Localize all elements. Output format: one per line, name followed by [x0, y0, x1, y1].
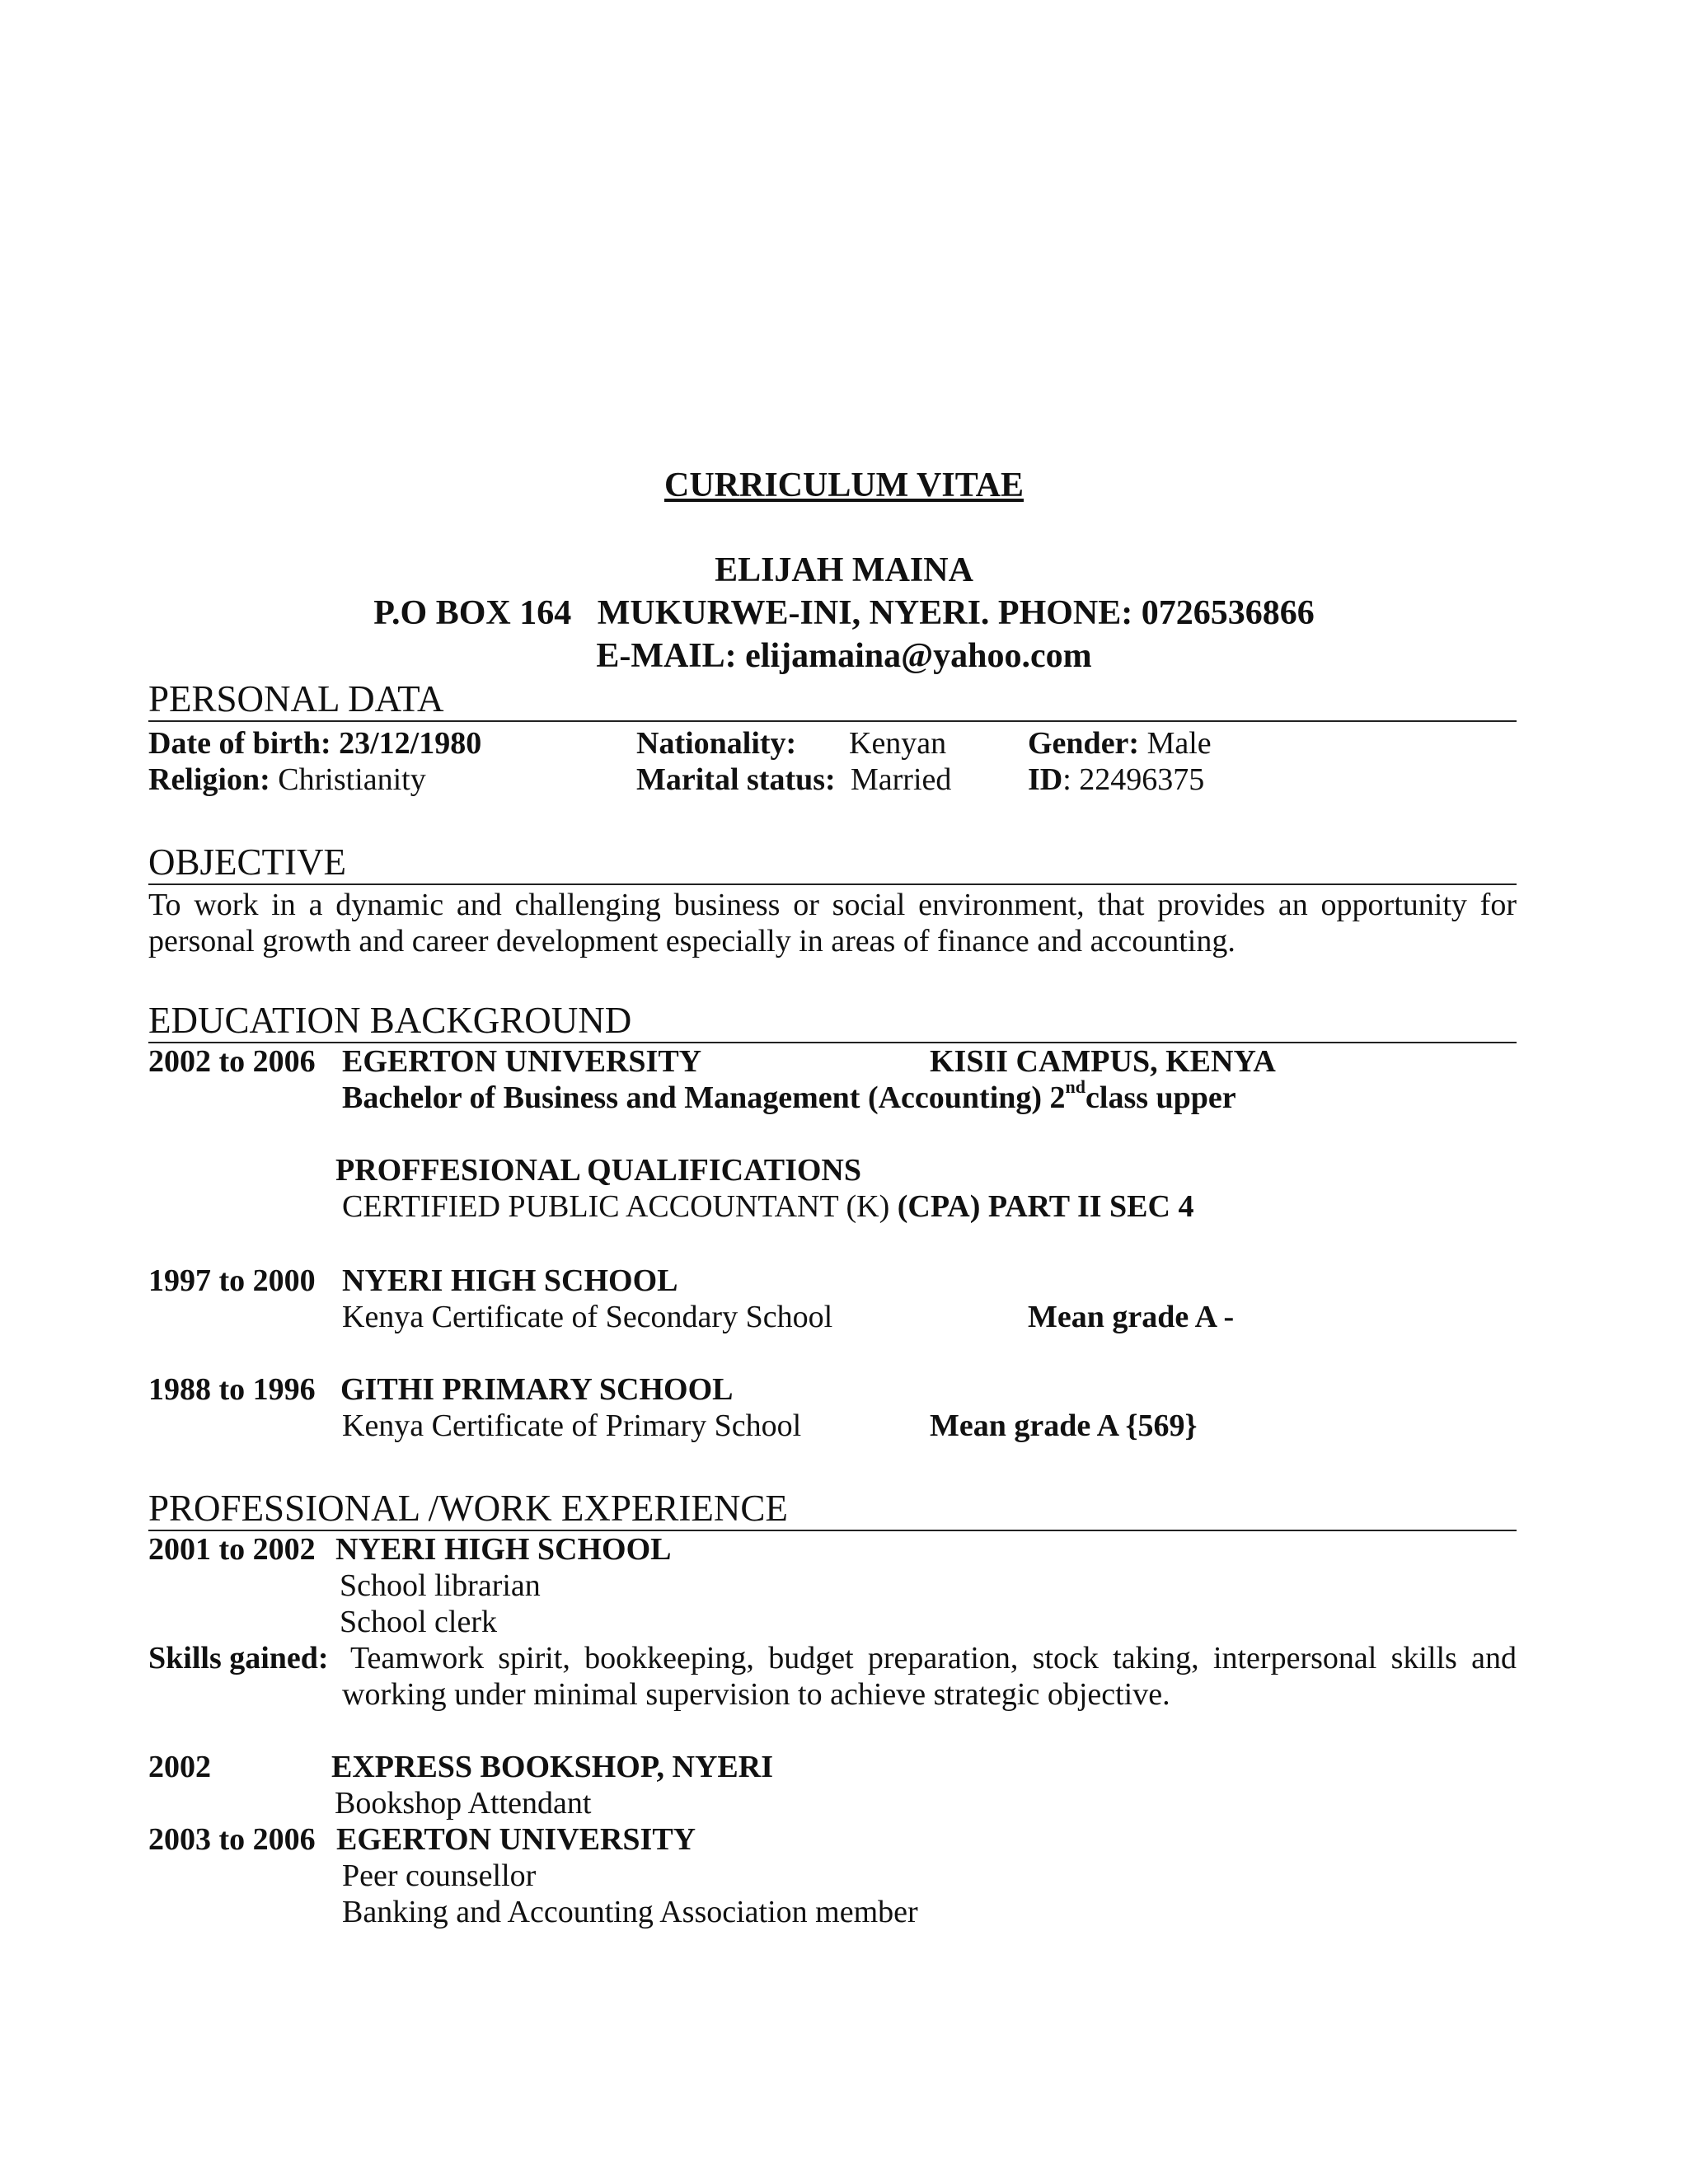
work-2-org: EXPRESS BOOKSHOP, NYERI: [331, 1750, 774, 1784]
personal-data-rule: [148, 720, 1517, 722]
religion-value: Christianity: [270, 762, 426, 797]
edu-2-years: 1997 to 2000: [148, 1263, 316, 1298]
edu-1-degree-sup: nd: [1065, 1076, 1086, 1098]
objective-line-1: To work in a dynamic and challenging business or social environment, that provides an opportunity for: [148, 888, 1517, 922]
work-3-years: 2003 to 2006: [148, 1822, 316, 1857]
edu-2-school: NYERI HIGH SCHOOL: [342, 1263, 678, 1298]
skills-line-1: Teamwork spirit, bookkeeping, budget preparation, stock taking, interpersonal skills and: [350, 1641, 1517, 1675]
edu-2-certificate: Kenya Certificate of Secondary School: [342, 1300, 833, 1334]
candidate-name: ELIJAH MAINA: [715, 551, 973, 589]
edu-1-school: EGERTON UNIVERSITY: [342, 1044, 702, 1079]
objective-rule: [148, 883, 1517, 885]
work-3-role-2: Banking and Accounting Association member: [342, 1895, 918, 1929]
work-3-org: EGERTON UNIVERSITY: [336, 1822, 696, 1857]
prof-qualifications-heading: PROFFESIONAL QUALIFICATIONS: [335, 1153, 862, 1188]
experience-heading: PROFESSIONAL /WORK EXPERIENCE: [148, 1488, 788, 1529]
edu-3-years: 1988 to 1996: [148, 1372, 316, 1407]
edu-2-grade: Mean grade A -: [1028, 1300, 1235, 1334]
gender-value: Male: [1139, 726, 1212, 761]
id-value: : 22496375: [1062, 762, 1205, 797]
id-field: [1028, 762, 1204, 798]
gender-field: [1028, 725, 1212, 762]
work-2-years: 2002: [148, 1750, 211, 1784]
dob-label: Date of birth: 23/12/1980: [148, 726, 482, 761]
work-1-years: 2001 to 2002: [148, 1532, 316, 1567]
edu-1-degree-main: Bachelor of Business and Management (Accounting) 2: [342, 1080, 1066, 1115]
objective-heading: OBJECTIVE: [148, 841, 346, 883]
marital-label: Marital status:: [636, 762, 836, 797]
skills-line-2: working under minimal supervision to achieve strategic objective.: [342, 1677, 1170, 1712]
work-2-role: Bookshop Attendant: [335, 1786, 592, 1821]
religion-field: [148, 762, 426, 798]
education-heading: EDUCATION BACKGROUND: [148, 1000, 632, 1041]
edu-3-school: GITHI PRIMARY SCHOOL: [340, 1372, 734, 1407]
personal-data-heading: PERSONAL DATA: [148, 678, 444, 719]
work-3-role-1: Peer counsellor: [342, 1858, 537, 1893]
religion-label: Religion:: [148, 762, 270, 797]
work-1-org: NYERI HIGH SCHOOL: [335, 1532, 672, 1567]
prof-qualification: [342, 1188, 1193, 1225]
nationality-value: Kenyan: [849, 726, 947, 761]
nationality-label: Nationality:: [636, 726, 797, 761]
prof-cert-name: CERTIFIED PUBLIC ACCOUNTANT (K): [342, 1189, 898, 1224]
marital-value: Married: [851, 762, 952, 797]
gender-label: Gender:: [1028, 726, 1140, 761]
edu-1-years: 2002 to 2006: [148, 1044, 316, 1079]
skills-label: Skills gained:: [148, 1641, 329, 1675]
edu-3-grade: Mean grade A {569}: [930, 1408, 1198, 1443]
document-title: CURRICULUM VITAE: [664, 466, 1024, 504]
prof-cert-level: (CPA) PART II SEC 4: [897, 1189, 1194, 1224]
edu-1-degree: [342, 1076, 1236, 1116]
address-phone-line: P.O BOX 164 MUKURWE-INI, NYERI. PHONE: 0726536866: [373, 594, 1315, 632]
work-1-role-2: School clerk: [340, 1605, 498, 1639]
email-line: E-MAIL: elijamaina@yahoo.com: [596, 637, 1092, 675]
edu-1-degree-class: class upper: [1085, 1080, 1236, 1115]
work-1-role-1: School librarian: [340, 1568, 541, 1603]
id-label: ID: [1028, 762, 1063, 797]
objective-line-2: personal growth and career development especially in areas of finance and accounting.: [148, 924, 1236, 958]
edu-3-certificate: Kenya Certificate of Primary School: [342, 1408, 802, 1443]
edu-1-campus: KISII CAMPUS, KENYA: [930, 1044, 1276, 1079]
